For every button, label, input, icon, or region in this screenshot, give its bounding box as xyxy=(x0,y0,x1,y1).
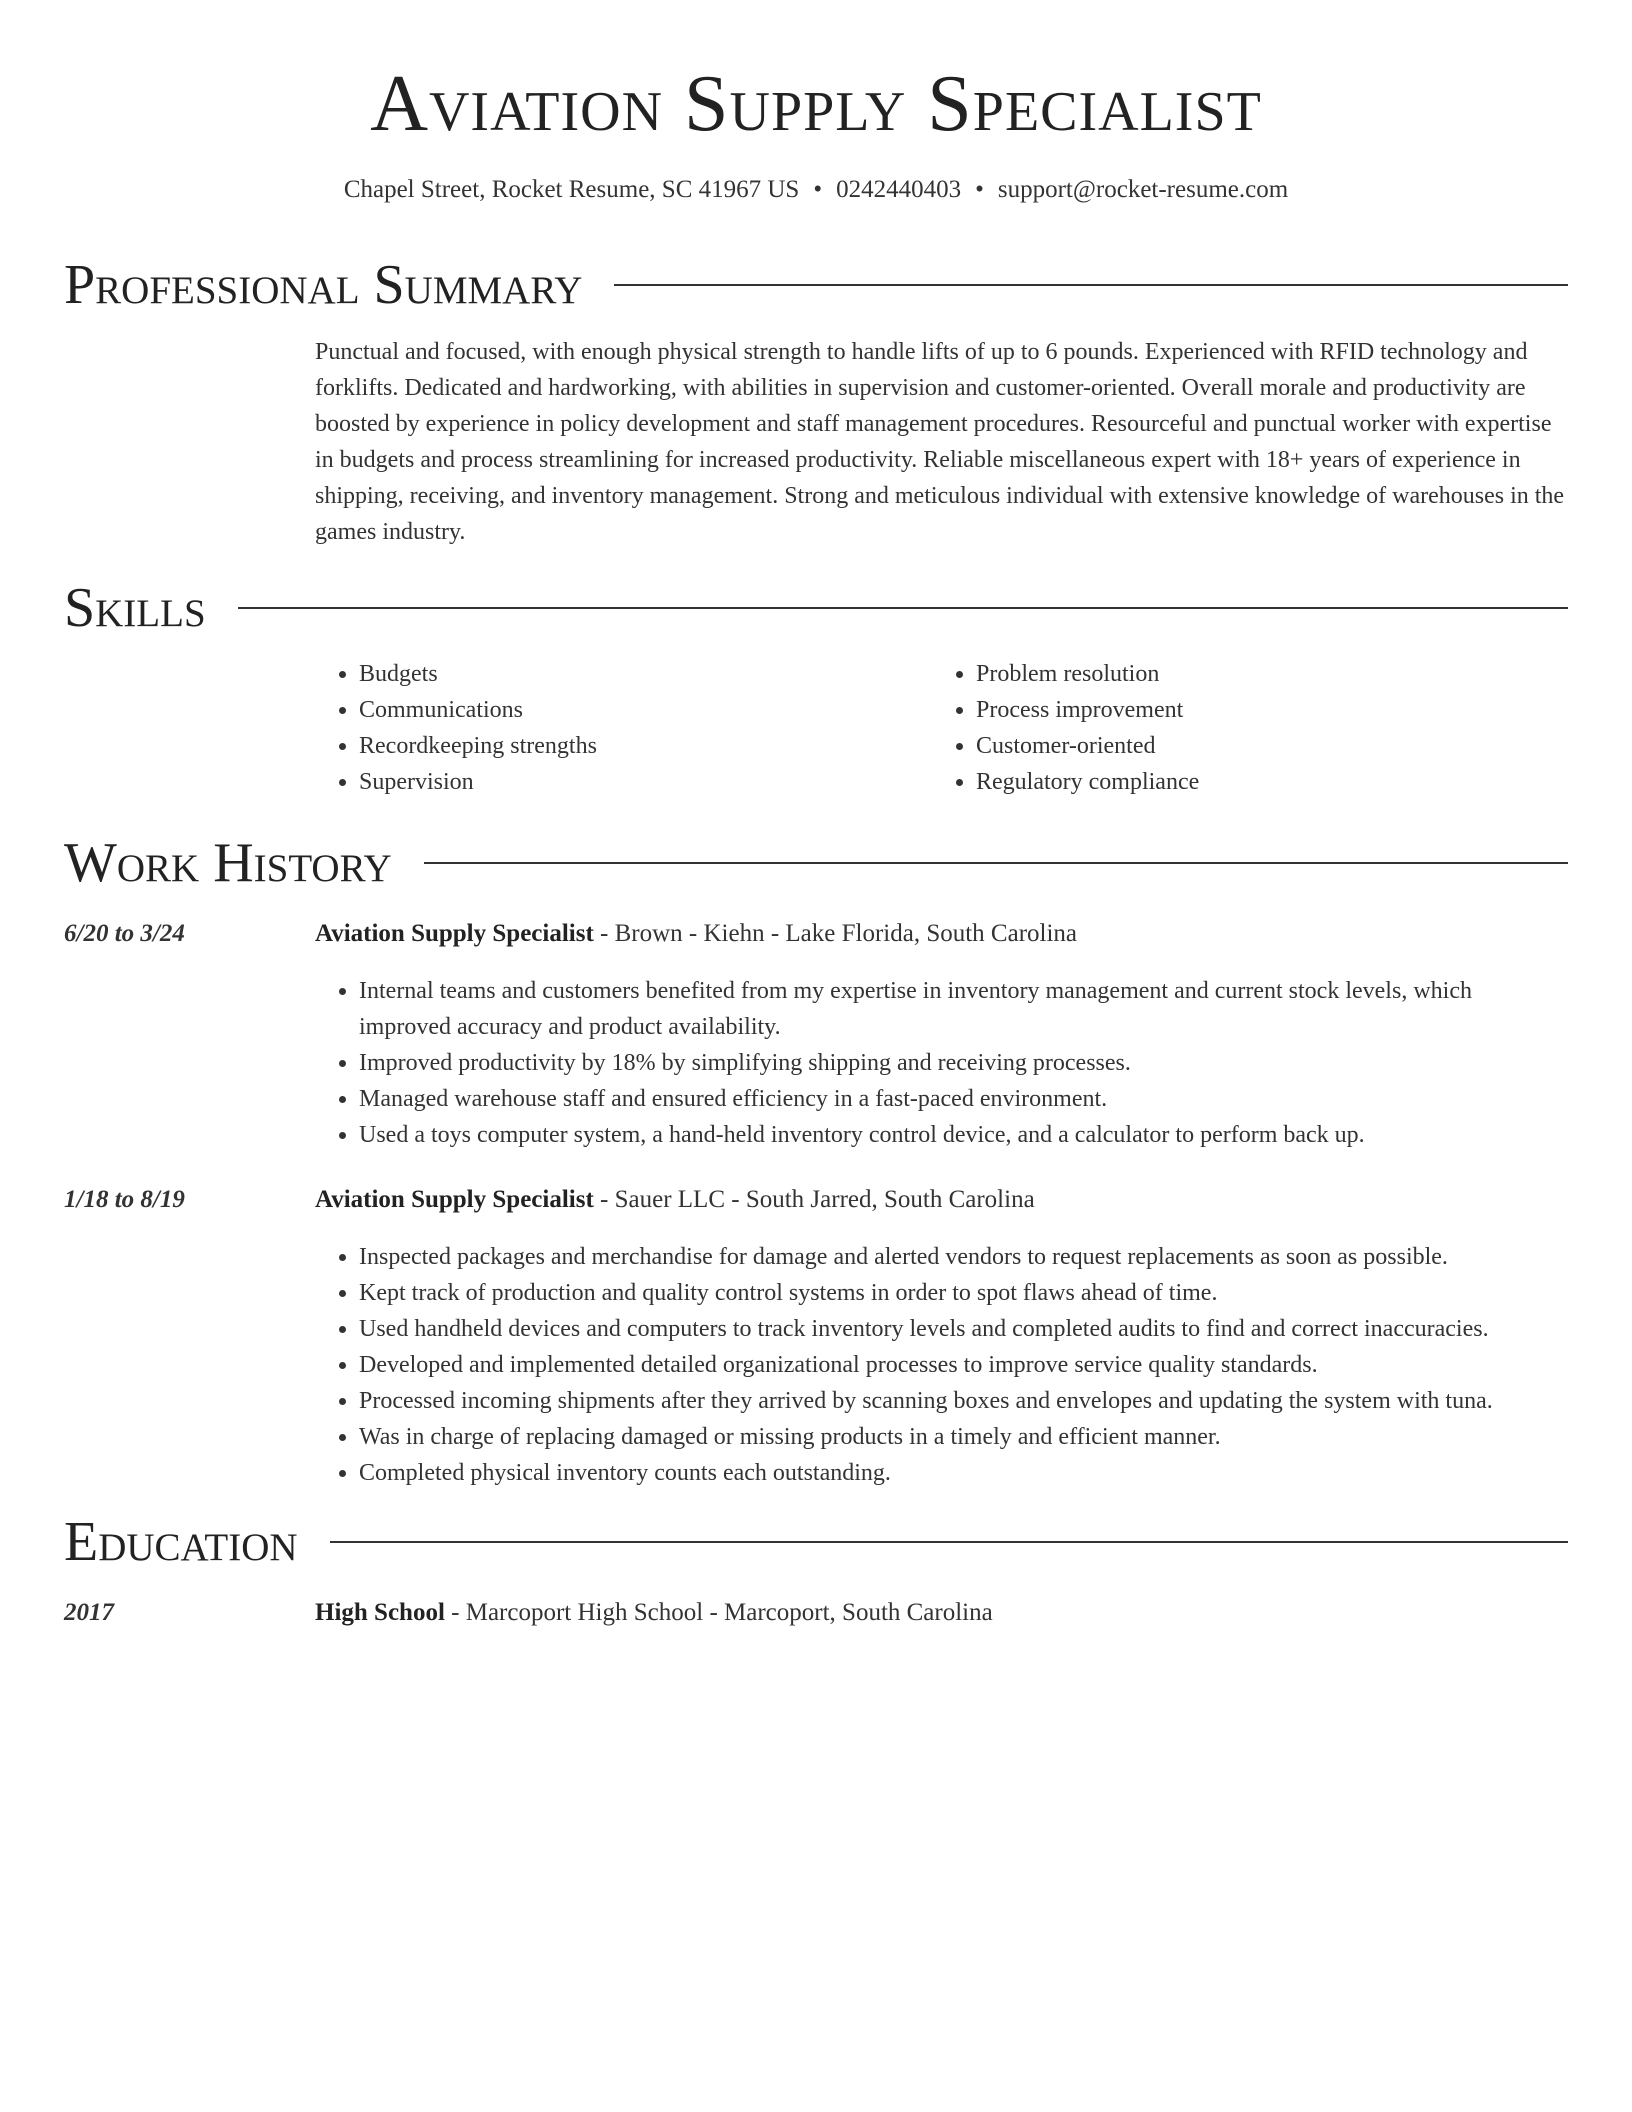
job-duty-item: • Managed warehouse staff and ensured efficiency in a fast-paced environment. xyxy=(359,1081,1568,1117)
job-title: Aviation Supply Specialist xyxy=(315,920,594,947)
section-divider xyxy=(614,284,1568,286)
job-duty-item: • Was in charge of replacing damaged or missing products in a timely and efficient manner. xyxy=(359,1419,1568,1455)
section-work-header xyxy=(64,828,1568,898)
job-duties xyxy=(315,1239,1568,1491)
skill-item: • Problem resolution xyxy=(976,656,1549,692)
job-duty-item: • Processed incoming shipments after they arrived by scanning boxes and envelopes and updating the system with tuna. xyxy=(359,1383,1568,1419)
education-degree: High School xyxy=(315,1599,445,1626)
contact-separator: • xyxy=(975,176,984,203)
job-employer-location: - Brown - Kiehn - Lake Florida, South Carolina xyxy=(593,920,1078,947)
job-dates: 1/18 to 8/19 xyxy=(64,1186,185,1213)
skill-item: • Supervision xyxy=(359,764,932,800)
job-duty-item: • Used a toys computer system, a hand-held inventory control device, and a calculator to perform back up. xyxy=(359,1117,1568,1153)
section-education-heading: Education xyxy=(64,1511,298,1573)
job-duty-item: • Developed and implemented detailed organizational processes to improve service quality standards. xyxy=(359,1347,1568,1383)
job-heading xyxy=(315,917,1077,951)
skill-item: • Communications xyxy=(359,692,932,728)
job-duty-item: • Completed physical inventory counts each outstanding. xyxy=(359,1455,1568,1491)
skill-item: • Budgets xyxy=(359,656,932,692)
education-year: 2017 xyxy=(64,1599,114,1626)
section-summary-heading: Professional Summary xyxy=(64,254,583,316)
skills-column-right xyxy=(932,656,1549,800)
contact-line xyxy=(64,173,1568,207)
skill-item: • Process improvement xyxy=(976,692,1549,728)
skill-item: • Customer-oriented xyxy=(976,728,1549,764)
job-duty-item: • Improved productivity by 18% by simplifying shipping and receiving processes. xyxy=(359,1045,1568,1081)
job-duty-item: • Kept track of production and quality control systems in order to spot flaws ahead of time. xyxy=(359,1275,1568,1311)
section-skills-header xyxy=(64,573,1568,643)
contact-address: Chapel Street, Rocket Resume, SC 41967 US xyxy=(343,176,800,203)
job-duties xyxy=(315,973,1568,1153)
job-dates: 6/20 to 3/24 xyxy=(64,920,185,947)
skills-column-left xyxy=(315,656,932,800)
job-duty-item: • Inspected packages and merchandise for damage and alerted vendors to request replacements as soon as possible. xyxy=(359,1239,1568,1275)
section-work-heading: Work History xyxy=(64,832,392,894)
section-education-header xyxy=(64,1507,1568,1577)
contact-phone: 0242440403 xyxy=(836,176,962,203)
section-divider xyxy=(330,1541,1568,1543)
section-summary-header xyxy=(64,250,1568,320)
contact-email: support@rocket-resume.com xyxy=(997,176,1289,203)
skill-item: • Regulatory compliance xyxy=(976,764,1549,800)
education-school-location: - Marcoport High School - Marcoport, South Carolina xyxy=(444,1599,993,1626)
contact-separator: • xyxy=(813,176,823,203)
resume-title: Aviation Supply Specialist xyxy=(370,60,1262,148)
job-duty-item: • Used handheld devices and computers to track inventory levels and completed audits to find and correct inaccuracies. xyxy=(359,1311,1568,1347)
job-duty-item: • Internal teams and customers benefited from my expertise in inventory management and current stock levels, which improved accuracy and product availability. xyxy=(359,973,1568,1045)
job-employer-location: - Sauer LLC - South Jarred, South Carolina xyxy=(593,1186,1035,1213)
skill-item: • Recordkeeping strengths xyxy=(359,728,932,764)
section-divider xyxy=(238,607,1568,609)
summary-text: Punctual and focused, with enough physical strength to handle lifts of up to 6 pounds. Experienced with RFID technology and forklifts. Dedicated and hardworking, with abilities in supervision and customer-oriented. Overall morale and productivity are boosted by experience in policy development and staff management procedures. Resourceful and punctual worker with expertise in budgets and process streamlining for increased productivity. Reliable miscellaneous expert with 18+ years of experience in shipping, receiving, and inventory management. Strong and meticulous individual with extensive knowledge of warehouses in the games industry. xyxy=(315,339,1565,545)
skills-list xyxy=(315,656,1568,800)
education-heading xyxy=(315,1596,993,1630)
job-title: Aviation Supply Specialist xyxy=(315,1186,594,1213)
job-heading xyxy=(315,1183,1035,1217)
section-divider xyxy=(424,862,1568,864)
section-skills-heading: Skills xyxy=(64,577,206,639)
